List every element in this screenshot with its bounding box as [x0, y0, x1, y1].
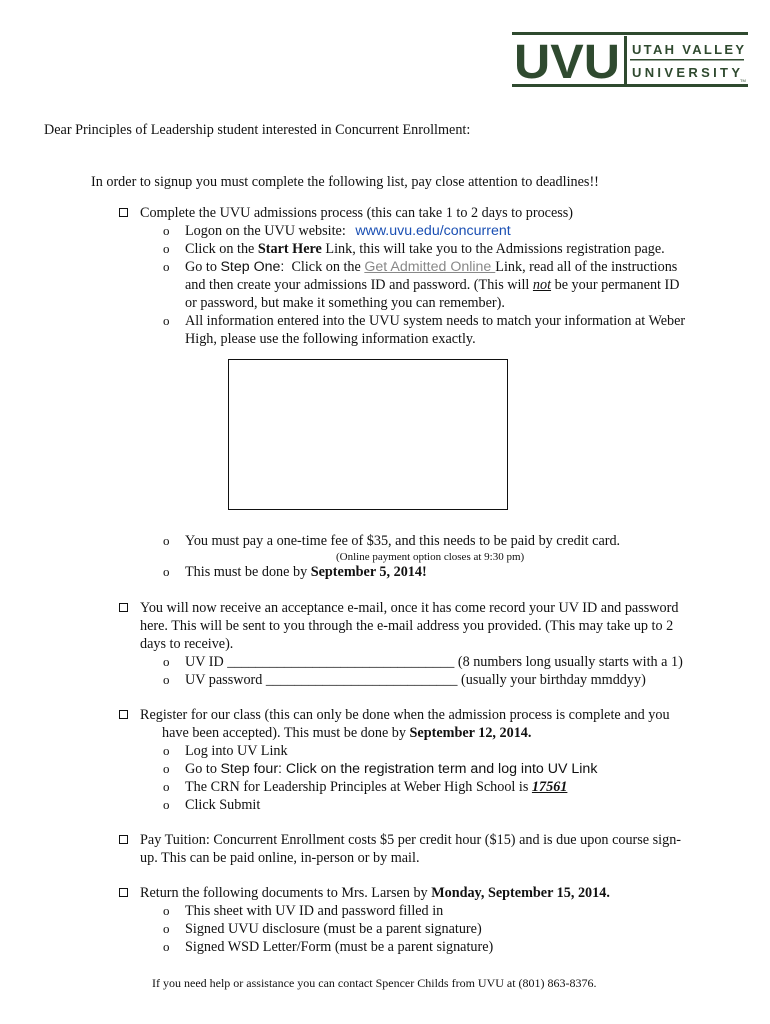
step1-item-step-one-line2 — [185, 276, 680, 294]
get-admitted-online-link[interactable]: Get Admitted Online — [364, 259, 496, 275]
step1-item-fee: You must pay a one-time fee of $35, and this needs to be paid by credit card. — [185, 533, 621, 549]
step5-item-disclosure: Signed UVU disclosure (must be a parent signature) — [185, 921, 482, 937]
step4-line1: Pay Tuition: Concurrent Enrollment costs $5 per credit hour ($15) and is due upon course sign- — [140, 832, 682, 848]
uvu-logo-graphic — [512, 32, 748, 88]
step3-item-step-four — [185, 760, 597, 778]
step5-item-sheet: This sheet with UV ID and password filled in — [185, 903, 444, 919]
step1-c-pre: Go to — [185, 259, 221, 275]
deadline-sept-5: September 5, 2014! — [310, 564, 427, 580]
step3-item-login: Log into UV Link — [185, 743, 288, 759]
step2-line2: here. This will be sent to you through the e-mail address you provided. (This may take up to 2 — [140, 618, 674, 634]
intro-text: In order to signup you must complete the following list, pay close attention to deadlines!! — [91, 174, 599, 190]
bullet: o — [163, 743, 170, 758]
logo-line2: UNIVERSITY — [632, 65, 740, 80]
crn-number: 17561 — [531, 779, 568, 795]
step1-item-match-info: All information entered into the UVU system needs to match your information at Weber — [185, 313, 686, 329]
uvu-logo — [512, 32, 748, 88]
checkbox-step4[interactable] — [119, 835, 128, 844]
step-one-text: Step One: — [220, 259, 285, 275]
logo-mark: UVU — [514, 36, 620, 88]
step-four-text: Step four: Click on the registration term and log into UV Link — [220, 761, 598, 777]
step3-line2 — [162, 724, 531, 742]
logo-line1: UTAH VALLEY — [632, 42, 744, 57]
bullet: o — [163, 223, 170, 238]
step2-line3: days to receive). — [140, 636, 234, 652]
uv-id-field[interactable]: UV ID ________________________________ (8 numbers long usually starts with a 1) — [185, 654, 683, 670]
step3-item-crn — [185, 778, 567, 796]
step5-line1 — [140, 884, 610, 902]
step3-c-pre: The CRN for Leadership Principles at Weber High School is — [185, 779, 532, 795]
step4-line2: up. This can be paid online, in-person or by mail. — [140, 850, 420, 866]
deadline-sept-12: September 12, 2014. — [409, 725, 532, 741]
bullet: o — [163, 313, 170, 328]
uv-password-field[interactable]: UV password ___________________________ (usually your birthday mmddyy) — [185, 672, 646, 688]
bullet: o — [163, 779, 170, 794]
payment-note: (Online payment option closes at 9:30 pm) — [336, 551, 525, 563]
step1-item-deadline — [185, 563, 427, 581]
step1-item-website — [185, 222, 511, 240]
step1-item-step-one-line3: or password, but make it something you can remember). — [185, 295, 505, 311]
step1-c2-pre: and then create your admissions ID and password. (This will — [185, 277, 533, 293]
greeting: Dear Principles of Leadership student interested in Concurrent Enrollment: — [44, 122, 471, 138]
step1-b-post: Link, this will take you to the Admissions registration page. — [321, 241, 665, 257]
step1-c-mid: Click on the — [284, 259, 365, 275]
step5-item-wsd-letter: Signed WSD Letter/Form (must be a parent signature) — [185, 939, 494, 955]
bullet: o — [163, 533, 170, 548]
step3-line2-pre: have been accepted). This must be done by — [162, 725, 410, 741]
step1-c2-post: be your permanent ID — [551, 277, 680, 293]
bullet: o — [163, 654, 170, 669]
step1-item-step-one — [185, 258, 677, 276]
checkbox-step2[interactable] — [119, 603, 128, 612]
info-box — [228, 359, 508, 510]
step1-website-label: Logon on the UVU website: — [185, 223, 346, 239]
bullet: o — [163, 921, 170, 936]
bullet: o — [163, 797, 170, 812]
bullet: o — [163, 672, 170, 687]
bullet: o — [163, 241, 170, 256]
step2-line1: You will now receive an acceptance e-mail, once it has come record your UV ID and password — [140, 600, 679, 616]
step1-f-pre: This must be done by — [185, 564, 311, 580]
checkbox-step5[interactable] — [119, 888, 128, 897]
bullet: o — [163, 903, 170, 918]
step1-title: Complete the UVU admissions process (this can take 1 to 2 days to process) — [140, 205, 574, 221]
step1-item-start-here — [185, 240, 665, 258]
step1-c-post: Link, read all of the instructions — [495, 259, 678, 275]
not-emphasis: not — [532, 277, 552, 293]
step3-line1: Register for our class (this can only be done when the admission process is complete and you — [140, 707, 670, 723]
uvu-concurrent-link[interactable]: www.uvu.edu/concurrent — [355, 223, 511, 239]
step1-item-match-info-line2: High, please use the following information exactly. — [185, 331, 476, 347]
step5-line1-pre: Return the following documents to Mrs. Larsen by — [140, 885, 432, 901]
start-here-text: Start Here — [257, 241, 322, 257]
step1-b-pre: Click on the — [185, 241, 258, 257]
bullet: o — [163, 564, 170, 579]
deadline-sept-15: Monday, September 15, 2014. — [431, 885, 610, 901]
bullet: o — [163, 761, 170, 776]
checkbox-step3[interactable] — [119, 710, 128, 719]
logo-tm: TM — [740, 78, 746, 83]
checkbox-step1[interactable] — [119, 208, 128, 217]
step3-b-pre: Go to — [185, 761, 221, 777]
bullet: o — [163, 939, 170, 954]
bullet: o — [163, 259, 170, 274]
footer-contact: If you need help or assistance you can contact Spencer Childs from UVU at (801) 863-8376. — [152, 976, 597, 990]
step3-item-submit: Click Submit — [185, 797, 261, 813]
